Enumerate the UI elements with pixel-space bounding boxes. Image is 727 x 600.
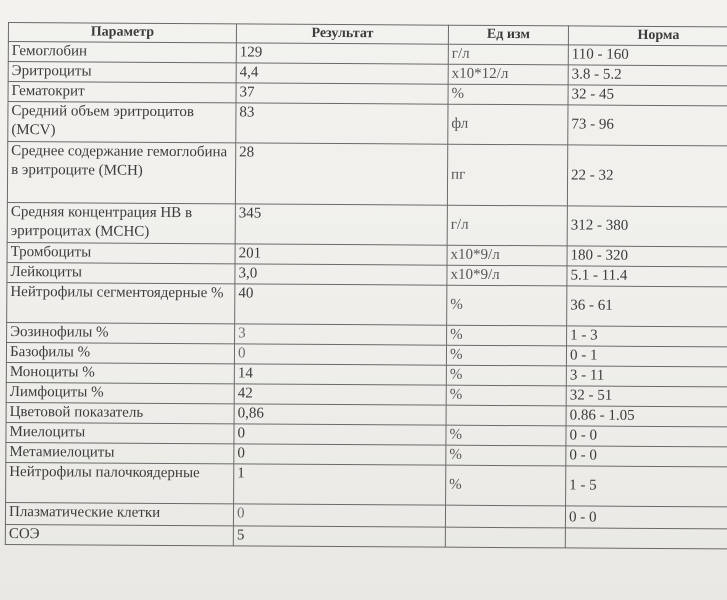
unit-cell: x10*12/л (448, 64, 568, 85)
result-cell: 0 (234, 344, 446, 365)
result-cell: 14 (234, 364, 446, 385)
result-cell: 5 (233, 526, 445, 547)
result-cell: 0,86 (234, 404, 446, 425)
unit-cell: % (447, 325, 567, 346)
unit-cell: % (447, 285, 567, 326)
header-norm: Норма (568, 26, 727, 46)
norm-cell: 312 - 380 (567, 206, 727, 247)
table-body (5, 42, 727, 550)
unit-cell (445, 505, 565, 528)
param-cell: Лимфоциты % (6, 382, 234, 403)
result-cell: 0 (233, 504, 445, 527)
result-cell: 37 (236, 83, 448, 104)
norm-cell: 0 - 0 (565, 506, 727, 529)
header-unit: Ед изм (448, 25, 568, 45)
unit-cell: фл (448, 104, 568, 145)
param-cell: Гематокрит (8, 82, 236, 103)
unit-cell: % (446, 465, 566, 506)
unit-cell: пг (447, 144, 567, 206)
unit-cell: % (446, 445, 566, 466)
result-cell: 0 (234, 424, 446, 445)
unit-cell: г/л (447, 205, 567, 246)
table-row (6, 462, 727, 507)
param-cell: Нейтрофилы палочкоядерные (6, 462, 234, 503)
norm-cell: 32 - 45 (568, 85, 727, 106)
result-cell: 345 (235, 204, 447, 245)
result-cell: 4,4 (236, 63, 448, 84)
norm-cell: 32 - 51 (566, 386, 727, 407)
norm-cell (565, 528, 727, 549)
param-cell: Тромбоциты (7, 242, 235, 263)
result-cell: 129 (236, 43, 448, 64)
result-cell: 3,0 (235, 264, 447, 285)
table-row (7, 142, 727, 208)
norm-cell: 180 - 320 (567, 246, 727, 267)
param-cell: Гемоглобин (8, 42, 236, 63)
header-result: Результат (236, 24, 448, 44)
param-cell: Лейкоциты (7, 262, 235, 283)
result-cell: 28 (235, 143, 447, 205)
param-cell: Плазматические клетки (5, 502, 233, 525)
unit-cell (446, 405, 566, 426)
norm-cell: 5.1 - 11.4 (567, 266, 727, 287)
param-cell: Нейтрофилы сегментоядерные % (7, 282, 235, 323)
unit-cell: % (446, 365, 566, 386)
norm-cell: 73 - 96 (568, 105, 727, 146)
unit-cell: % (448, 84, 568, 105)
param-cell: Эозинофилы % (7, 322, 235, 343)
result-cell: 42 (234, 384, 446, 405)
result-cell: 1 (234, 464, 446, 505)
table-row (5, 524, 727, 549)
param-cell: Цветовой показатель (6, 402, 234, 423)
norm-cell: 110 - 160 (568, 45, 727, 66)
param-cell: Средний объем эритроцитов (MCV) (8, 102, 236, 143)
unit-cell: % (446, 345, 566, 366)
unit-cell: x10*9/л (447, 265, 567, 286)
table-row (7, 202, 727, 247)
norm-cell: 36 - 61 (567, 286, 727, 327)
norm-cell: 0.86 - 1.05 (566, 406, 727, 427)
norm-cell: 3.8 - 5.2 (568, 65, 727, 86)
result-cell: 0 (234, 444, 446, 465)
param-cell: Моноциты % (6, 362, 234, 383)
param-cell: Эритроциты (8, 62, 236, 83)
norm-cell: 1 - 5 (566, 466, 727, 507)
header-param: Параметр (8, 23, 236, 43)
unit-cell: г/л (448, 44, 568, 65)
param-cell: Базофилы % (6, 342, 234, 363)
norm-cell: 3 - 11 (566, 366, 727, 387)
param-cell: Среднее содержание гемоглобина в эритроците (MCH) (7, 142, 235, 204)
unit-cell: % (446, 385, 566, 406)
norm-cell: 22 - 32 (567, 145, 727, 207)
unit-cell: % (446, 425, 566, 446)
norm-cell: 0 - 1 (566, 346, 727, 367)
norm-cell: 1 - 3 (567, 326, 727, 347)
unit-cell: x10*9/л (447, 245, 567, 266)
result-cell: 83 (236, 103, 448, 144)
norm-cell: 0 - 0 (566, 446, 727, 467)
param-cell: Средняя концентрация НВ в эритроцитах (MCHC) (7, 202, 235, 243)
result-cell: 3 (235, 324, 447, 345)
result-cell: 40 (235, 284, 447, 325)
param-cell: Метамиелоциты (6, 442, 234, 463)
result-cell: 201 (235, 244, 447, 265)
table-row (8, 102, 727, 147)
param-cell: Миелоциты (6, 422, 234, 443)
unit-cell (445, 527, 565, 548)
norm-cell: 0 - 0 (566, 426, 727, 447)
lab-results-table (5, 22, 727, 550)
table-row (7, 282, 727, 327)
param-cell: СОЭ (5, 524, 233, 545)
